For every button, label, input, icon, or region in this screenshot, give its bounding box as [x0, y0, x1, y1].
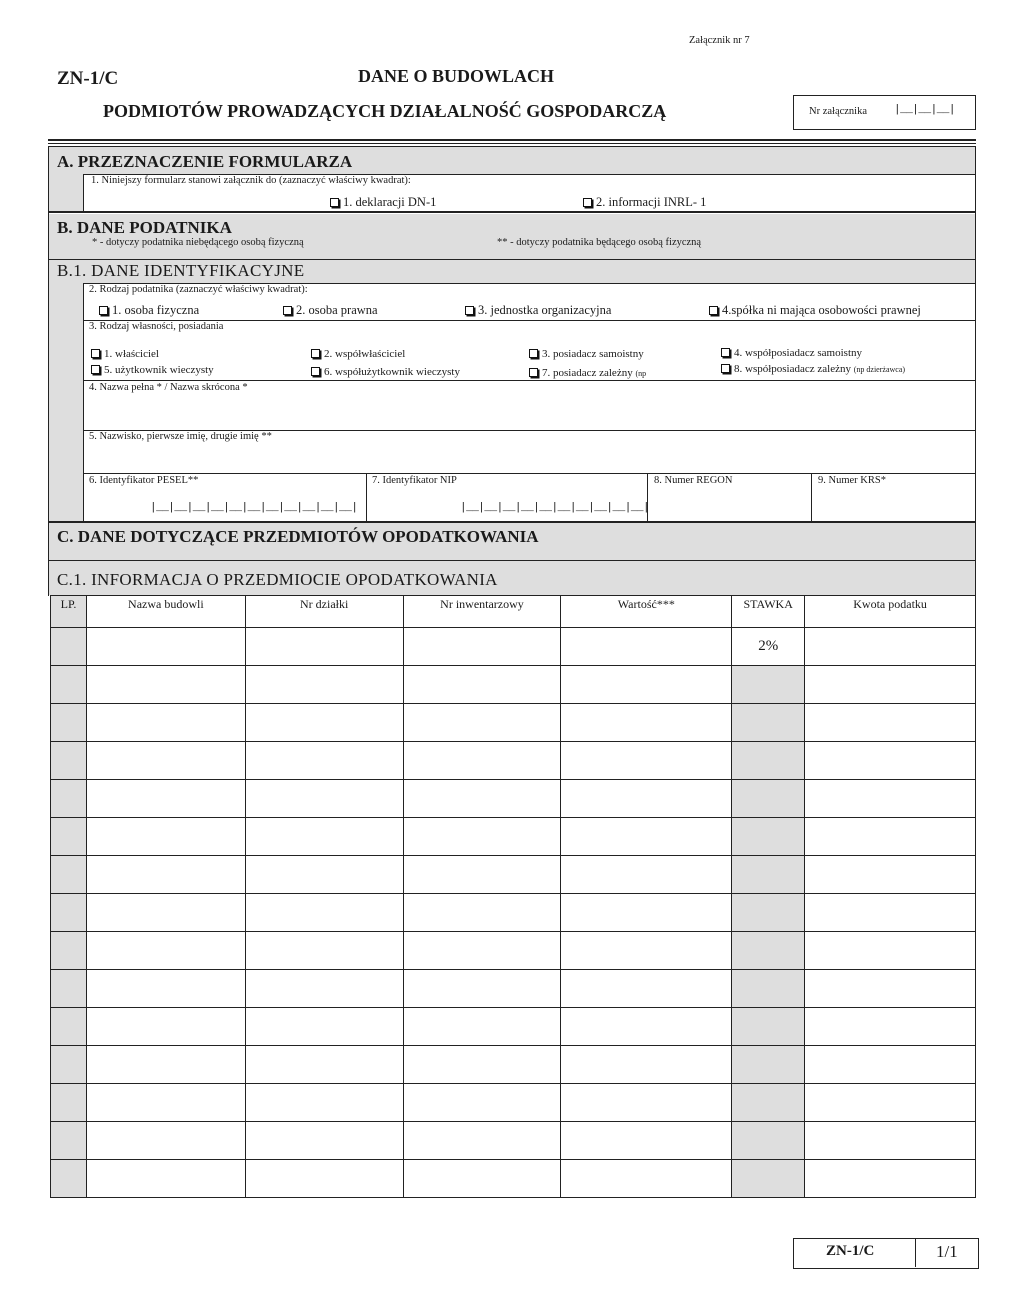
checkbox-icon[interactable]	[283, 306, 292, 315]
section-b-note1: * - dotyczy podatnika niebędącego osobą fizyczną	[92, 237, 304, 248]
field2-label: 2. Rodzaj podatnika (zaznaczyć właściwy kwadrat):	[89, 284, 308, 295]
checkbox-icon[interactable]	[311, 349, 320, 358]
cell-lp[interactable]	[51, 742, 87, 780]
col-plot-no: Nr działki	[245, 596, 403, 628]
checkbox-icon[interactable]	[311, 367, 320, 376]
cell-plot-no[interactable]	[245, 970, 403, 1008]
checkbox-icon[interactable]	[91, 365, 100, 374]
cell-inventory-no[interactable]	[403, 704, 561, 742]
cell-lp[interactable]	[51, 1122, 87, 1160]
cell-value[interactable]	[561, 666, 732, 704]
rule	[48, 521, 49, 596]
cell-building-name[interactable]	[86, 704, 245, 742]
cell-inventory-no[interactable]	[403, 894, 561, 932]
cell-lp[interactable]	[51, 666, 87, 704]
cell-building-name[interactable]	[86, 628, 245, 666]
pesel-input[interactable]: |__|__|__|__|__|__|__|__|__|__|__|	[150, 502, 358, 514]
cell-lp[interactable]	[51, 780, 87, 818]
cell-value[interactable]	[561, 1122, 732, 1160]
table-row	[51, 970, 976, 1008]
cell-lp[interactable]	[51, 1084, 87, 1122]
header-divider-2	[48, 143, 976, 144]
cell-building-name[interactable]	[86, 1084, 245, 1122]
cell-rate[interactable]	[732, 1160, 805, 1198]
taxpayer-type-2-label: 2. osoba prawna	[296, 303, 378, 317]
cell-value[interactable]	[561, 742, 732, 780]
cell-value[interactable]	[561, 1160, 732, 1198]
cell-inventory-no[interactable]	[403, 628, 561, 666]
rule	[48, 211, 976, 213]
cell-inventory-no[interactable]	[403, 780, 561, 818]
taxpayer-type-4-label: 4.spółka ni mająca osobowości prawnej	[722, 303, 921, 317]
cell-value[interactable]	[561, 856, 732, 894]
checkbox-icon[interactable]	[721, 364, 730, 373]
cell-tax-amount[interactable]	[805, 856, 976, 894]
cell-rate[interactable]	[732, 818, 805, 856]
field9-label: 9. Numer KRS*	[818, 475, 886, 486]
table-row	[51, 1084, 976, 1122]
checkbox-icon[interactable]	[91, 349, 100, 358]
ownership-2-label: 2. współwłaściciel	[324, 348, 406, 360]
ownership-7-label: 7. posiadacz zależny	[542, 367, 633, 379]
cell-value[interactable]	[561, 1046, 732, 1084]
attachment-number-box	[793, 95, 976, 130]
table-row	[51, 628, 976, 666]
option-dn1-label: 1. deklaracji DN-1	[343, 195, 437, 209]
table-row	[51, 704, 976, 742]
nip-input[interactable]: |__|__|__|__|__|__|__|__|__|__|	[460, 502, 650, 514]
rule	[366, 473, 367, 521]
taxpayer-type-1-label: 1. osoba fizyczna	[112, 303, 200, 317]
attachment-number-label: Nr załącznika	[809, 106, 868, 117]
col-rate: STAWKA	[732, 596, 805, 628]
taxpayer-type-2[interactable]	[283, 303, 378, 318]
cell-building-name[interactable]	[86, 932, 245, 970]
cell-tax-amount[interactable]	[805, 780, 976, 818]
table-row	[51, 1160, 976, 1198]
cell-plot-no[interactable]	[245, 704, 403, 742]
rule	[83, 473, 976, 474]
rule	[811, 473, 812, 521]
ownership-8[interactable]	[721, 363, 905, 375]
cell-inventory-no[interactable]	[403, 932, 561, 970]
ownership-5[interactable]	[91, 364, 214, 376]
cell-building-name[interactable]	[86, 1122, 245, 1160]
cell-rate[interactable]: 2%	[732, 628, 805, 666]
option-inrl1[interactable]	[583, 195, 706, 210]
footer-box	[793, 1238, 979, 1269]
cell-inventory-no[interactable]	[403, 742, 561, 780]
cell-value[interactable]	[561, 818, 732, 856]
cell-lp[interactable]	[51, 856, 87, 894]
cell-value[interactable]	[561, 894, 732, 932]
cell-building-name[interactable]	[86, 856, 245, 894]
attachment-number-field[interactable]: |__|__|__|	[894, 104, 956, 116]
cell-building-name[interactable]	[86, 780, 245, 818]
cell-tax-amount[interactable]	[805, 970, 976, 1008]
cell-plot-no[interactable]	[245, 666, 403, 704]
cell-inventory-no[interactable]	[403, 1084, 561, 1122]
rule	[915, 1239, 916, 1267]
cell-lp[interactable]	[51, 1046, 87, 1084]
cell-value[interactable]	[561, 1084, 732, 1122]
cell-value[interactable]	[561, 1008, 732, 1046]
col-inventory-no: Nr inwentarzowy	[403, 596, 561, 628]
cell-rate[interactable]	[732, 666, 805, 704]
cell-plot-no[interactable]	[245, 780, 403, 818]
cell-building-name[interactable]	[86, 666, 245, 704]
field6-label: 6. Identyfikator PESEL**	[89, 475, 199, 486]
cell-plot-no[interactable]	[245, 1008, 403, 1046]
cell-building-name[interactable]	[86, 1008, 245, 1046]
cell-lp[interactable]	[51, 932, 87, 970]
cell-plot-no[interactable]	[245, 818, 403, 856]
cell-tax-amount[interactable]	[805, 818, 976, 856]
cell-rate[interactable]	[732, 780, 805, 818]
cell-tax-amount[interactable]	[805, 1160, 976, 1198]
cell-lp[interactable]	[51, 894, 87, 932]
section-b1-title: B.1. DANE IDENTYFIKACYJNE	[57, 261, 305, 280]
cell-tax-amount[interactable]	[805, 628, 976, 666]
ownership-7-suffix: (np	[635, 369, 647, 378]
table-row	[51, 856, 976, 894]
option-inrl1-label: 2. informacji INRL- 1	[596, 195, 707, 209]
ownership-1-label: 1. właściciel	[104, 348, 159, 360]
ownership-4[interactable]	[721, 347, 862, 359]
cell-plot-no[interactable]	[245, 1084, 403, 1122]
checkbox-icon[interactable]	[583, 198, 592, 207]
taxpayer-type-1[interactable]	[99, 303, 199, 318]
form-title-line2: PODMIOTÓW PROWADZĄCYCH DZIAŁALNOŚĆ GOSPODARCZĄ	[103, 101, 667, 121]
table-row	[51, 1122, 976, 1160]
ownership-1[interactable]	[91, 348, 159, 360]
table-row	[51, 1046, 976, 1084]
field3-label: 3. Rodzaj własności, posiadania	[89, 321, 224, 332]
ownership-8-suffix: (np dzierżawca)	[853, 365, 906, 374]
field5-label: 5. Nazwisko, pierwsze imię, drugie imię **	[89, 431, 272, 442]
cell-tax-amount[interactable]	[805, 704, 976, 742]
cell-plot-no[interactable]	[245, 1160, 403, 1198]
section-a-title: A. PRZEZNACZENIE FORMULARZA	[57, 152, 353, 171]
cell-rate[interactable]	[732, 1008, 805, 1046]
cell-tax-amount[interactable]	[805, 894, 976, 932]
section-b-note2: ** - dotyczy podatnika będącego osobą fizyczną	[497, 237, 702, 248]
checkbox-icon[interactable]	[709, 306, 718, 315]
cell-building-name[interactable]	[86, 742, 245, 780]
cell-building-name[interactable]	[86, 818, 245, 856]
col-tax-amount: Kwota podatku	[805, 596, 976, 628]
cell-inventory-no[interactable]	[403, 818, 561, 856]
form-code: ZN-1/C	[57, 68, 119, 89]
rule	[83, 283, 84, 521]
cell-lp[interactable]	[51, 704, 87, 742]
ownership-5-label: 5. użytkownik wieczysty	[104, 364, 214, 376]
cell-rate[interactable]	[732, 932, 805, 970]
cell-inventory-no[interactable]	[403, 1122, 561, 1160]
ownership-3-label: 3. posiadacz samoistny	[542, 348, 644, 360]
cell-plot-no[interactable]	[245, 894, 403, 932]
cell-plot-no[interactable]	[245, 932, 403, 970]
cell-rate[interactable]	[732, 1046, 805, 1084]
header-divider	[48, 139, 976, 141]
cell-tax-amount[interactable]	[805, 1046, 976, 1084]
cell-lp[interactable]	[51, 818, 87, 856]
cell-tax-amount[interactable]	[805, 1008, 976, 1046]
cell-rate[interactable]	[732, 970, 805, 1008]
cell-inventory-no[interactable]	[403, 856, 561, 894]
field1-label: 1. Niniejszy formularz stanowi załącznik do (zaznaczyć właściwy kwadrat):	[91, 175, 411, 186]
rule	[975, 521, 976, 596]
ownership-2[interactable]	[311, 348, 405, 360]
cell-plot-no[interactable]	[245, 628, 403, 666]
cell-tax-amount[interactable]	[805, 666, 976, 704]
section-b-title: B. DANE PODATNIKA	[57, 218, 232, 237]
ownership-4-label: 4. współposiadacz samoistny	[734, 347, 863, 359]
option-dn1[interactable]	[330, 195, 436, 210]
footer-form-code: ZN-1/C	[826, 1243, 875, 1259]
cell-inventory-no[interactable]	[403, 666, 561, 704]
rule	[83, 380, 976, 381]
cell-plot-no[interactable]	[245, 742, 403, 780]
cell-building-name[interactable]	[86, 894, 245, 932]
checkbox-icon[interactable]	[330, 198, 339, 207]
form-title-line1: DANE O BUDOWLACH	[358, 66, 555, 86]
table-row	[51, 894, 976, 932]
cell-inventory-no[interactable]	[403, 1008, 561, 1046]
ownership-7[interactable]	[529, 367, 646, 379]
table-row	[51, 780, 976, 818]
taxpayer-type-3-label: 3. jednostka organizacyjna	[478, 303, 612, 317]
checkbox-icon[interactable]	[465, 306, 474, 315]
cell-value[interactable]	[561, 780, 732, 818]
cell-rate[interactable]	[732, 742, 805, 780]
checkbox-icon[interactable]	[721, 348, 730, 357]
cell-building-name[interactable]	[86, 1160, 245, 1198]
cell-rate[interactable]	[732, 856, 805, 894]
checkbox-icon[interactable]	[529, 349, 538, 358]
field7-label: 7. Identyfikator NIP	[372, 475, 457, 486]
ownership-8-label: 8. współposiadacz zależny	[734, 363, 851, 375]
cell-lp[interactable]	[51, 628, 87, 666]
table-row	[51, 742, 976, 780]
table-header	[51, 596, 976, 628]
cell-plot-no[interactable]	[245, 1046, 403, 1084]
cell-value[interactable]	[561, 970, 732, 1008]
cell-lp[interactable]	[51, 1160, 87, 1198]
table-row	[51, 1008, 976, 1046]
table-row	[51, 818, 976, 856]
checkbox-icon[interactable]	[529, 368, 538, 377]
ownership-6[interactable]	[311, 366, 460, 378]
cell-inventory-no[interactable]	[403, 970, 561, 1008]
table-row	[51, 666, 976, 704]
col-building-name: Nazwa budowli	[86, 596, 245, 628]
cell-lp[interactable]	[51, 1008, 87, 1046]
ownership-6-label: 6. współużytkownik wieczysty	[324, 366, 460, 378]
table-row	[51, 932, 976, 970]
section-b1-side	[49, 283, 83, 521]
cell-value[interactable]	[561, 932, 732, 970]
cell-tax-amount[interactable]	[805, 1122, 976, 1160]
field8-label: 8. Numer REGON	[654, 475, 733, 486]
cell-value[interactable]	[561, 704, 732, 742]
ownership-3[interactable]	[529, 348, 644, 360]
cell-value[interactable]	[561, 628, 732, 666]
cell-rate[interactable]	[732, 704, 805, 742]
taxpayer-type-3[interactable]	[465, 303, 611, 318]
rule	[83, 174, 84, 211]
cell-inventory-no[interactable]	[403, 1160, 561, 1198]
cell-plot-no[interactable]	[245, 856, 403, 894]
cell-lp[interactable]	[51, 970, 87, 1008]
cell-plot-no[interactable]	[245, 1122, 403, 1160]
section-c1-title: C.1. INFORMACJA O PRZEDMIOCIE OPODATKOWANIA	[57, 570, 498, 589]
cell-inventory-no[interactable]	[403, 1046, 561, 1084]
field4-label: 4. Nazwa pełna * / Nazwa skrócona *	[89, 382, 248, 393]
cell-building-name[interactable]	[86, 970, 245, 1008]
section-c-title: C. DANE DOTYCZĄCE PRZEDMIOTÓW OPODATKOWANIA	[57, 527, 539, 546]
cell-rate[interactable]	[732, 1122, 805, 1160]
attachment-number: Załącznik nr 7	[689, 35, 750, 46]
cell-rate[interactable]	[732, 894, 805, 932]
objects-table	[50, 595, 976, 1198]
cell-tax-amount[interactable]	[805, 932, 976, 970]
cell-tax-amount[interactable]	[805, 1084, 976, 1122]
col-lp: LP.	[51, 596, 87, 628]
footer-page: 1/1	[936, 1242, 958, 1261]
cell-rate[interactable]	[732, 1084, 805, 1122]
rule	[48, 560, 976, 561]
cell-tax-amount[interactable]	[805, 742, 976, 780]
taxpayer-type-4[interactable]	[709, 303, 921, 318]
section-a-side	[49, 175, 83, 211]
col-value: Wartość***	[561, 596, 732, 628]
checkbox-icon[interactable]	[99, 306, 108, 315]
cell-building-name[interactable]	[86, 1046, 245, 1084]
